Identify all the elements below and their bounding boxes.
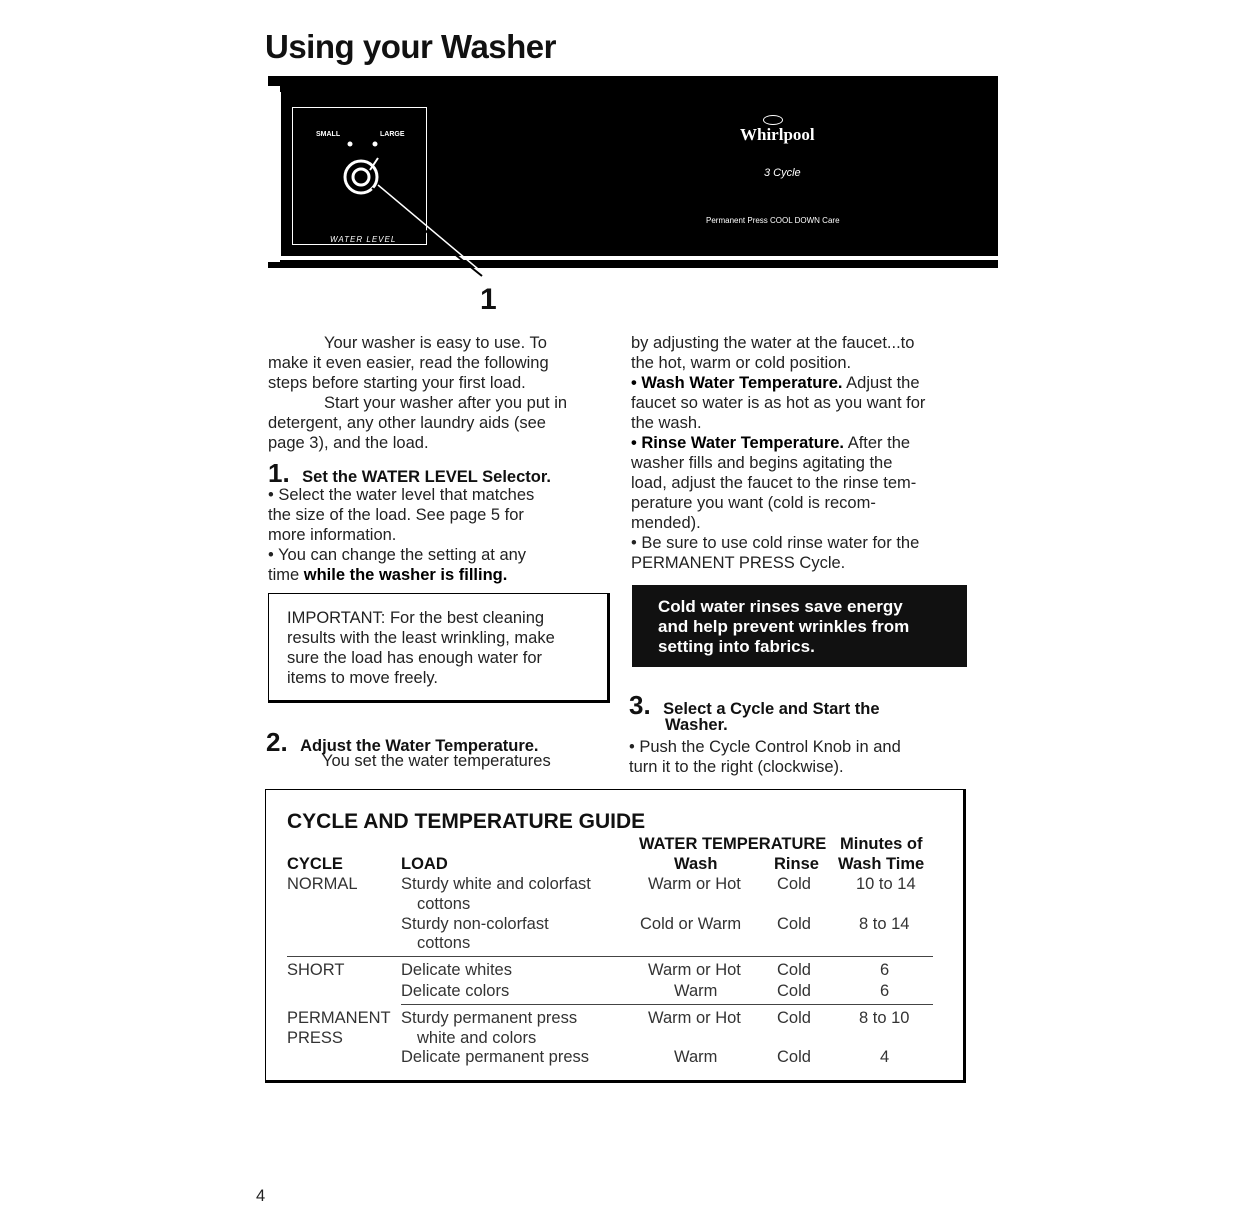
cycle-permanent-press-2: PRESS — [287, 1029, 343, 1047]
rinse-cell: Cold — [777, 982, 811, 1000]
time-cell: 4 — [880, 1048, 890, 1066]
time-cell: 6 — [880, 982, 890, 1000]
rinse-cell: Cold — [777, 915, 811, 933]
wash-time-header: Wash Time — [838, 855, 925, 873]
load-cell: Delicate whites — [401, 961, 512, 979]
load-header: LOAD — [401, 855, 448, 873]
important-note-box: IMPORTANT: For the best cleaning results with the least wrinkling, make sure the load has enough water for items to move freely. — [268, 593, 610, 703]
callout-number: 1 — [480, 283, 497, 316]
rinse-cell: Cold — [777, 1048, 811, 1066]
step-2-text: You set the water temperatures — [322, 752, 551, 770]
temperature-instructions: by adjusting the water at the faucet...to the hot, warm or cold position. • Wash Water Temperature. Adjust the faucet so water is as hot as you want for the wash. • Rinse Water Temperature. After the washer fills and begins agitating the load, adjust the faucet to the rinse tem- perature you want (cold is recom- mended). • Be sure to use cold rinse water for the PERMANENT PRESS Cycle. — [631, 334, 926, 572]
load-cell: Delicate permanent press — [401, 1048, 590, 1066]
cycle-count: 3 Cycle — [764, 167, 801, 179]
load-cell: Sturdy non-colorfast — [401, 915, 549, 933]
cycle-normal: NORMAL — [287, 875, 358, 893]
row-divider — [287, 956, 933, 957]
panel-edge-line — [280, 92, 281, 256]
step-3-heading: 3. Select a Cycle and Start the — [629, 690, 880, 720]
step-3-text: • Push the Cycle Control Knob in and turn it to the right (clockwise). — [629, 738, 901, 776]
step-1-bullets: • Select the water level that matches the size of the load. See page 5 for more information. • You can change the setting at any time while the washer is filling. — [268, 486, 535, 584]
panel-top-bar — [268, 76, 998, 86]
cycle-short: SHORT — [287, 961, 345, 979]
wash-cell: Warm — [674, 1048, 718, 1066]
wash-cell: Warm or Hot — [648, 961, 741, 979]
cycle-temperature-guide — [265, 789, 966, 1083]
brand-name: Whirlpool — [740, 125, 815, 144]
step-3-heading-2: Washer. — [665, 716, 728, 734]
rinse-cell: Cold — [777, 961, 811, 979]
wash-cell: Warm or Hot — [648, 1009, 741, 1027]
energy-tip-box: Cold water rinses save energy and help prevent wrinkles from setting into fabrics. — [632, 585, 967, 667]
rinse-cell: Cold — [777, 875, 811, 893]
time-cell: 8 to 10 — [859, 1009, 910, 1027]
rinse-header: Rinse — [774, 855, 819, 873]
whirlpool-logo-icon — [763, 115, 783, 125]
wash-cell: Warm or Hot — [648, 875, 741, 893]
row-divider — [401, 1004, 933, 1005]
time-cell: 6 — [880, 961, 890, 979]
load-cell-cont: cottons — [417, 895, 471, 913]
wash-header: Wash — [674, 855, 718, 873]
large-label: LARGE — [380, 131, 405, 138]
load-cell: Sturdy permanent press — [401, 1009, 578, 1027]
page-number: 4 — [256, 1187, 266, 1205]
minutes-header: Minutes of — [840, 835, 923, 853]
guide-title: CYCLE AND TEMPERATURE GUIDE — [287, 810, 646, 833]
time-cell: 8 to 14 — [859, 915, 910, 933]
permanent-press-label: Permanent Press COOL DOWN Care — [706, 216, 840, 225]
small-label: SMALL — [316, 131, 341, 138]
cycle-permanent-press: PERMANENT — [287, 1009, 391, 1027]
rinse-cell: Cold — [777, 1009, 811, 1027]
page-title: Using your Washer — [265, 28, 556, 65]
wash-cell: Warm — [674, 982, 718, 1000]
load-cell: Delicate colors — [401, 982, 510, 1000]
water-temp-header: WATER TEMPERATURE — [639, 835, 827, 853]
step-1-heading: 1. Set the WATER LEVEL Selector. — [268, 458, 551, 488]
panel-edge — [268, 86, 280, 262]
load-cell-cont: cottons — [417, 934, 471, 952]
water-level-knob-icon — [300, 130, 500, 290]
wash-cell: Cold or Warm — [640, 915, 742, 933]
water-level-label: WATER LEVEL — [330, 235, 397, 244]
time-cell: 10 to 14 — [856, 875, 916, 893]
cycle-header: CYCLE — [287, 855, 343, 873]
step-2-heading: 2. Adjust the Water Temperature. — [266, 727, 539, 757]
intro-paragraph-1: Your washer is easy to use. To make it even easier, read the following steps before starting your first load. Start your washer after you put in detergent, any other laundry aids (see page 3), and the load. — [268, 334, 568, 452]
load-cell: Sturdy white and colorfast — [401, 875, 591, 893]
load-cell-cont: white and colors — [417, 1029, 537, 1047]
